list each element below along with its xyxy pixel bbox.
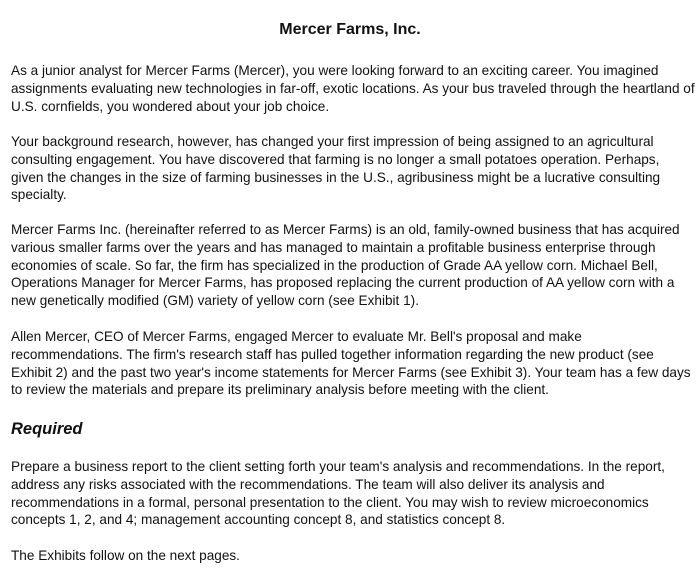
document-title: Mercer Farms, Inc. bbox=[279, 21, 421, 38]
background-paragraph: Your background research, however, has changed your first impression of being assigned to an agricultural consulting engagement. You have discovered that farming is no longer a small potatoes operation. Perhaps, given the changes in the size of farming businesses in the U.S., agribusiness might be a lucrative consulting specialty. bbox=[11, 134, 661, 203]
required-heading: Required bbox=[11, 420, 83, 438]
engagement-paragraph: Allen Mercer, CEO of Mercer Farms, engaged Mercer to evaluate Mr. Bell's proposal and make recommendations. The firm's research staff has pulled together information regarding the new product (see Exhibit 2) and the past two year's income statements for Mercer Farms (see Exhibit 3). Your team has a few days to review the materials and prepare its preliminary analysis before meeting with the client. bbox=[11, 329, 691, 398]
intro-paragraph: As a junior analyst for Mercer Farms (Mercer), you were looking forward to an exciting career. You imagined assignments evaluating new technologies in far-off, exotic locations. As your bus traveled through the heartland of U.S. cornfields, you wondered about your job choice. bbox=[11, 63, 695, 114]
closing-line: The Exhibits follow on the next pages. bbox=[11, 548, 240, 563]
required-paragraph: Prepare a business report to the client setting forth your team's analysis and recommendations. In the report, address any risks associated with the recommendations. The team will also deliver its analysis and recommendations in a formal, personal presentation to the client. You may wish to review microeconomics concepts 1, 2, and 4; management accounting concept 8, and statistics concept 8. bbox=[11, 459, 665, 528]
company-paragraph: Mercer Farms Inc. (hereinafter referred to as Mercer Farms) is an old, family-owned business that has acquired various smaller farms over the years and has managed to maintain a profitable business enterprise through economies of scale. So far, the firm has specialized in the production of Grade AA yellow corn. Michael Bell, Operations Manager for Mercer Farms, has proposed replacing the current production of AA yellow corn with a new genetically modified (GM) variety of yellow corn (see Exhibit 1). bbox=[11, 222, 680, 309]
